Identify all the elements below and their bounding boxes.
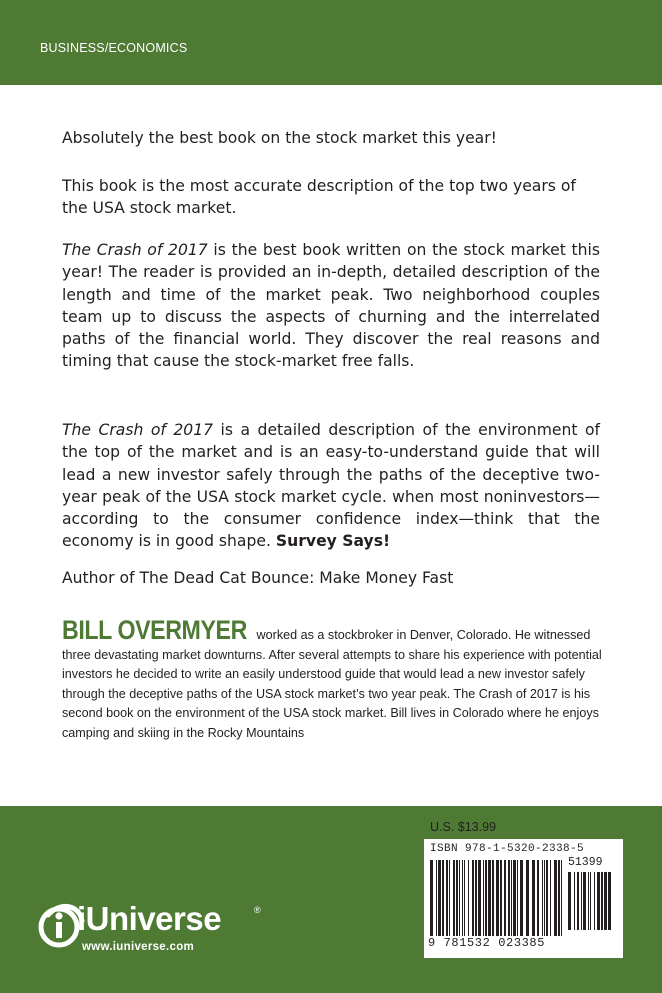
- barcode-bar: [537, 860, 539, 936]
- barcode-bar: [581, 872, 582, 930]
- barcode-bar: [504, 860, 506, 936]
- blurb-paragraph-4: [62, 419, 600, 553]
- author-bio: [62, 615, 607, 744]
- book-title: The Crash of 2017: [62, 241, 208, 259]
- barcode-bar: [436, 860, 437, 936]
- ean-barcode-icon: [430, 860, 566, 938]
- barcode-bar: [488, 860, 491, 936]
- barcode-bar: [601, 872, 603, 930]
- barcode-bar: [446, 860, 448, 936]
- blurb-paragraph-3: [62, 239, 600, 373]
- barcode-bar: [517, 860, 518, 936]
- publisher-name: iUniverse: [77, 900, 222, 937]
- blurb-paragraph-2: This book is the most accurate description of the top two years of the USA stock market.: [62, 177, 576, 218]
- barcode-bar: [590, 872, 591, 930]
- author-name: BILL OVERMYER: [62, 615, 247, 645]
- barcode-bar: [568, 872, 571, 930]
- barcode-bar: [511, 860, 512, 936]
- barcode-bar: [574, 872, 575, 930]
- barcode-bar: [492, 860, 494, 936]
- publisher-url: www.iuniverse.com: [82, 941, 195, 953]
- book-title: The Crash of 2017: [62, 421, 214, 439]
- barcode-bar: [485, 860, 487, 936]
- barcode-bar: [554, 860, 557, 936]
- blurb-text: is the best book written on the stock market this year! The reader is provided an in-depth, detailed description of the length and time of the market peak. Two neighborhood couples team up to discuss the aspects of churning and the interrelated paths of the financial world. They discover the real reasons and timing that cause the stock-market free falls.: [62, 241, 601, 371]
- barcode-bar: [442, 860, 444, 936]
- barcode-bar: [550, 860, 551, 936]
- barcode-bar: [459, 860, 460, 936]
- registered-mark: ®: [254, 905, 261, 915]
- barcode-bar: [577, 872, 579, 930]
- barcode-bar: [500, 860, 502, 936]
- blurb-text: is a detailed description of the environment of the top of the market and is an easy-to-understand guide that will lead a new investor safely through the paths of the deceptive two-year peak of the USA stock market cycle. when most noninvestors—according to the consumer confidence index—think that the economy is in good shape.: [62, 421, 600, 551]
- barcode-bar: [532, 860, 535, 936]
- barcode-bar: [456, 860, 458, 936]
- barcode-bar: [483, 860, 484, 936]
- barcode-bar: [453, 860, 455, 936]
- barcode-bar: [583, 872, 586, 930]
- barcode-bar: [588, 872, 589, 930]
- barcode-bar: [508, 860, 510, 936]
- barcode-bar: [449, 860, 450, 936]
- barcode-bar: [462, 860, 463, 936]
- barcode-bar: [544, 860, 545, 936]
- blurb-headline: Absolutely the best book on the stock market this year!: [62, 129, 497, 147]
- addon-barcode-icon: [568, 872, 616, 932]
- barcode-bar: [478, 860, 481, 936]
- barcode-bar: [496, 860, 499, 936]
- barcode-bar: [608, 872, 611, 930]
- barcode-bar: [472, 860, 474, 936]
- ean-number: 9 781532 023385: [428, 936, 546, 950]
- barcode-bar: [542, 860, 543, 936]
- barcode-bar: [464, 860, 465, 936]
- survey-says: Survey Says!: [275, 532, 391, 551]
- barcode-bar: [597, 872, 600, 930]
- author-bio-text: worked as a stockbroker in Denver, Colorado. He witnessed three devastating market downturns. After several attempts to share his experience with potential investors he decided to write an easily understood guide that would lead a new investor safely through the deceptive paths of the USA stock market’s two year peak. The Crash of 2017 is his second book on the environment of the USA stock market. Bill lives in Colorado where he enjoys camping and skiing in the Rocky Mountains: [62, 628, 602, 740]
- author-credit: Author of The Dead Cat Bounce: Make Money Fast: [62, 569, 454, 587]
- barcode-bar: [438, 860, 441, 936]
- barcode-bar: [561, 860, 562, 936]
- barcode-bar: [430, 860, 433, 936]
- barcode-bar: [520, 860, 523, 936]
- barcode-bar: [468, 860, 469, 936]
- barcode-bar: [526, 860, 529, 936]
- price: U.S. $13.99: [430, 820, 497, 834]
- barcode-bar: [546, 860, 548, 936]
- isbn-number: ISBN 978-1-5320-2338-5: [430, 843, 585, 855]
- barcode-bar: [513, 860, 516, 936]
- barcode-bar: [475, 860, 477, 936]
- price-addon-number: 51399: [568, 856, 603, 869]
- barcode-bar: [594, 872, 595, 930]
- barcode-bar: [604, 872, 607, 930]
- barcode-bar: [558, 860, 560, 936]
- category-label: BUSINESS/ECONOMICS: [40, 41, 188, 55]
